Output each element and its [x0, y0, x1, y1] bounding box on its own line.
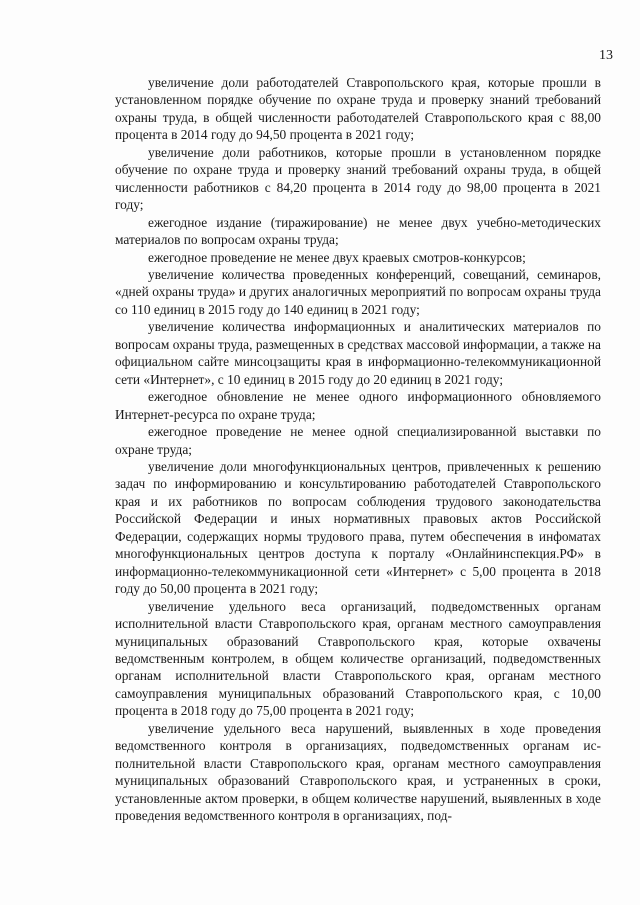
page-body: [115, 74, 601, 824]
paragraph: ежегодное проведение не менее двух краевых смотров-конкурсов;: [148, 249, 526, 265]
paragraph: увеличение доли работодателей Ставропольского края, которые прошли в установленном порядке обучение по охране труда и проверку знаний требований охраны труда, в общей численности работодателей Ставропольского края с 88,00 процента в 2014 году до 94,50 процента в 2021 году;: [115, 75, 601, 143]
paragraph: увеличение количества проведенных конференций, совещаний, семинаров, «дней охраны труда» и других аналогичных мероприятий по вопросам охраны труда со 110 единиц в 2015 году до 140 единиц в 2021 году;: [115, 266, 601, 317]
page-number: 13: [599, 48, 613, 63]
paragraph: ежегодное проведение не менее одной специализированной выставки по охране труда;: [115, 424, 601, 457]
paragraph: увеличение удельного веса организаций, подведомственных органам исполнительной власти Ставропольского края, органам местного самоуправления муниципальных образований Ставропольского края, которые охвачены ведомственным контролем, в общем количестве организаций, подведомственных органам исполнительной власти Ставропольского края, органам местного самоуправления муниципальных образований Ставропольского края, с 10,00 процента в 2018 году до 75,00 процента в 2021 году;: [115, 598, 601, 719]
paragraph: ежегодное обновление не менее одного информационного обновляемого Интернет-ресурса по охране труда;: [115, 389, 601, 422]
paragraph: увеличение доли многофункциональных центров, привлеченных к решению задач по информированию и консультированию работодателей Ставропольского края и их работников по вопросам соблюдения трудового законодательства Российской Федерации и иных нормативных правовых актов Российской Федерации, содержащих нормы трудового права, путем обеспечения в инфоматах многофункциональных центров доступа к порталу «Онлайнинспекция.РФ» в информационно-телекоммуникационной сети «Интернет» с 5,00 процента в 2018 году до 50,00 процента в 2021 году;: [115, 458, 601, 597]
paragraph: увеличение удельного веса нарушений, выявленных в ходе проведения ведомственного контроля в организациях, подведомственных органам исполнительной власти Ставропольского края, органам местного самоуправления муниципальных образований Ставропольского края, и устраненных в сроки, установленные актом проверки, в общем количестве нарушений, выявленных в ходе проведения ведомственного контроля в организациях, под-: [115, 720, 601, 824]
paragraph: увеличение количества информационных и аналитических материалов по вопросам охраны труда, размещенных в средствах массовой информации, а также на официальном сайте минсоцзащиты края в информационно-телекоммуникационной сети «Интернет», с 10 единиц в 2015 году до 20 единиц в 2021 году;: [115, 319, 601, 387]
paragraph: увеличение доли работников, которые прошли в установленном порядке обучение по охране труда и проверку знаний требований охраны труда, в общей численности работников с 84,20 процента в 2014 году до 98,00 процента в 2021 году;: [115, 144, 601, 213]
paragraph: ежегодное издание (тиражирование) не менее двух учебно-методических материалов по вопросам охраны труда;: [115, 214, 601, 248]
